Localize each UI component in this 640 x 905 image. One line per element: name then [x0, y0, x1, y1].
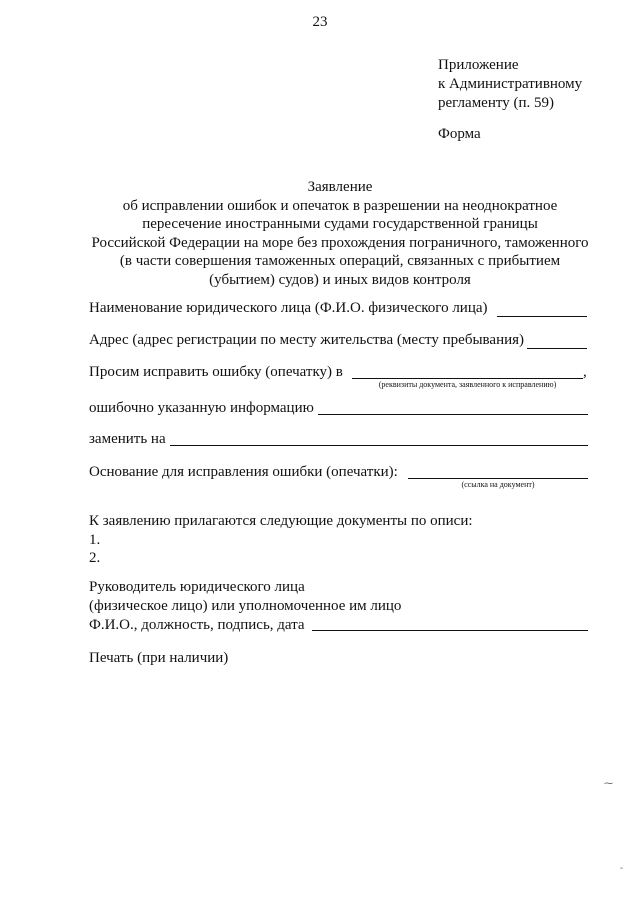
attachment-item: 1. [89, 531, 101, 548]
fix-request-line[interactable] [352, 378, 583, 379]
document-title [40, 178, 640, 289]
org-name-line[interactable] [497, 316, 587, 317]
title-line: Российской Федерации на море без прохождения пограничного, таможенного [91, 234, 589, 251]
title-line: (убытием) судов) и иных видов контроля [209, 271, 471, 288]
signature-line: Ф.И.О., должность, подпись, дата [89, 617, 305, 633]
scan-mark-icon: ˜ [620, 866, 623, 876]
fix-request-hint: (реквизиты документа, заявленного к исправлению) [378, 380, 557, 389]
signature-section [89, 578, 401, 635]
basis-line[interactable] [408, 478, 588, 479]
signature-line: Руководитель юридического лица [89, 579, 305, 595]
scan-mark-icon: ⁓ [604, 778, 613, 788]
title-line: об исправлении ошибок и опечаток в разрешении на неоднократное [122, 197, 558, 214]
attachment-item: 2. [89, 550, 101, 566]
appendix-note [438, 56, 582, 113]
appendix-line: регламенту (п. 59) [438, 95, 554, 111]
address-line[interactable] [527, 348, 587, 349]
title-line: пересечение иностранными судами государственной границы [142, 216, 538, 232]
fix-request-label: Просим исправить ошибку (опечатку) в [89, 364, 343, 380]
title-line: (в части совершения таможенных операций, связанных с прибытием [119, 253, 561, 269]
basis-label: Основание для исправления ошибки (опечатки): [89, 464, 398, 480]
signature-blank-line[interactable] [312, 630, 588, 631]
attachments-section [89, 512, 473, 568]
basis-hint: (ссылка на документ) [461, 480, 535, 489]
replace-with-line[interactable] [170, 445, 588, 446]
attachments-intro: К заявлению прилагаются следующие документы по описи: [89, 513, 473, 529]
replace-with-label: заменить на [89, 431, 166, 447]
stamp-note: Печать (при наличии) [89, 650, 229, 666]
form-label: Форма [438, 126, 481, 142]
org-name-label: Наименование юридического лица (Ф.И.О. физического лица) [89, 300, 488, 316]
page-number: 23 [312, 14, 328, 30]
title-heading: Заявление [307, 179, 373, 195]
wrong-info-label: ошибочно указанную информацию [89, 400, 314, 416]
appendix-line: Приложение [438, 57, 519, 73]
wrong-info-line[interactable] [318, 414, 588, 415]
address-label: Адрес (адрес регистрации по месту жительства (месту пребывания) [89, 332, 525, 348]
fix-request-comma: , [583, 364, 587, 380]
appendix-line: к Административному [438, 76, 583, 92]
signature-line: (физическое лицо) или уполномоченное им лицо [89, 598, 402, 614]
